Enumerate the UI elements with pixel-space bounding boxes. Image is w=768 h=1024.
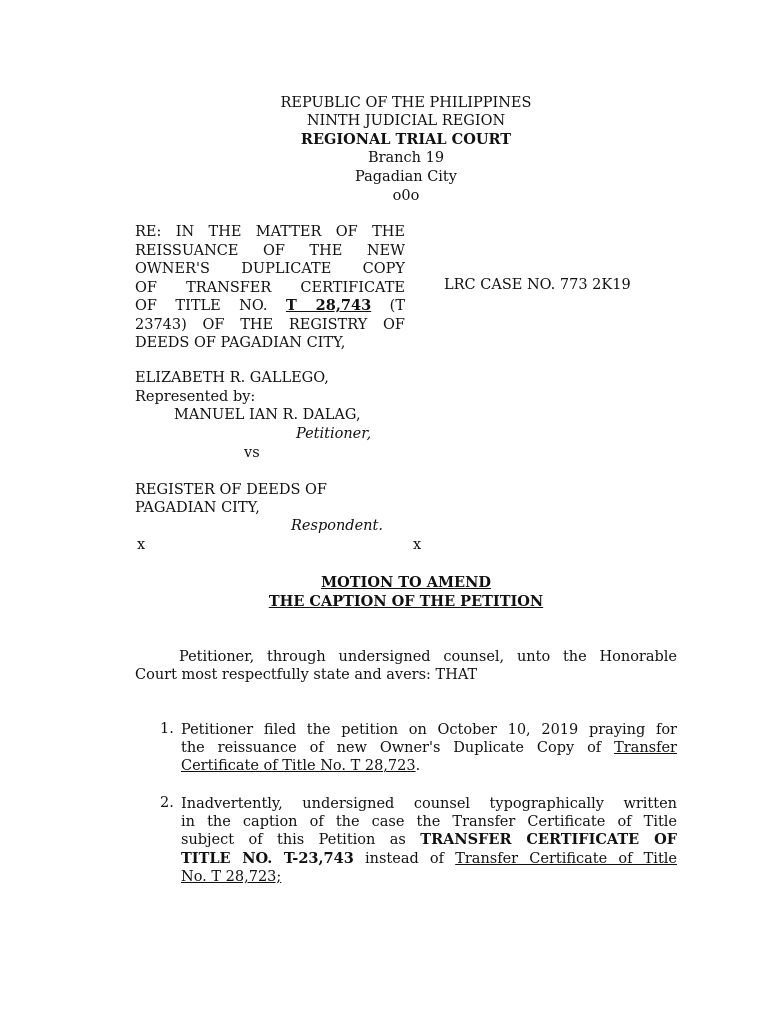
representative-name: MANUEL IAN R. DALAG, (174, 407, 361, 423)
petitioner-role: Petitioner, (296, 426, 372, 442)
motion-title-line1: MOTION TO AMEND (321, 574, 491, 591)
item2-line5 (181, 868, 677, 886)
header-republic: REPUBLIC OF THE PHILIPPINES (280, 95, 532, 111)
item2-number: 2. (160, 795, 174, 811)
caption-line-title (135, 297, 405, 316)
item1-paragraph (181, 721, 677, 776)
caption-line: RE: IN THE MATTER OF THE (135, 224, 405, 240)
item1-line1: Petitioner filed the petition on October 10, 2019 praying for (181, 722, 677, 738)
versus: vs (244, 445, 260, 461)
motion-title-line2: THE CAPTION OF THE PETITION (268, 593, 544, 610)
item1-line3-period: . (415, 758, 421, 775)
caption-line: REISSUANCE OF THE NEW (135, 242, 405, 259)
item2-instead-of: instead of (365, 850, 445, 867)
item1-tct-ref-part2: Certificate of Title No. T 28,723 (181, 758, 416, 775)
case-number: LRC CASE NO. 773 2K19 (444, 277, 631, 293)
petitioner-name: ELIZABETH R. GALLEGO, (135, 370, 329, 386)
intro-line2: Court most respectfully state and avers: THAT (135, 667, 478, 684)
item1-line2 (181, 739, 677, 757)
respondent-role: Respondent. (291, 518, 383, 534)
item1-line3 (181, 757, 677, 775)
item2-wrong-title-part1: TRANSFER CERTIFICATE OF (420, 831, 678, 849)
header-city: Pagadian City (355, 169, 457, 185)
header-mark: o0o (392, 188, 420, 204)
caption-line: DEEDS OF PAGADIAN CITY, (135, 335, 346, 351)
caption-title-pre: OF TITLE NO. (135, 298, 268, 314)
item2-line4 (181, 850, 677, 868)
caption-line: OWNER'S DUPLICATE COPY (135, 261, 405, 277)
item2-wrong-title-part2: TITLE NO. T-23,743 (181, 849, 354, 867)
item2-correct-title-part1: Transfer Certificate of Title (455, 850, 677, 867)
caption-line: OF TRANSFER CERTIFICATE (135, 279, 405, 296)
intro-paragraph (135, 648, 677, 684)
caption-title-post: (T (389, 298, 405, 314)
caption-title-number: T 28,743 (285, 297, 372, 314)
header-court: REGIONAL TRIAL COURT (300, 131, 512, 148)
item2-correct-title-part2: No. T 28,723; (181, 868, 282, 885)
respondent-line1: REGISTER OF DEEDS OF (135, 482, 327, 498)
case-caption (135, 223, 405, 353)
represented-by: Represented by: (135, 389, 256, 405)
caption-line: 23743) OF THE REGISTRY OF (135, 316, 405, 333)
item1-line2-text: the reissuance of new Owner's Duplicate Copy of (181, 740, 602, 757)
header-region: NINTH JUDICIAL REGION (306, 113, 506, 129)
caption-end-x-left: x (137, 537, 146, 553)
item2-paragraph (181, 795, 677, 886)
item2-line3 (181, 831, 677, 849)
caption-end-x-right: x (413, 537, 422, 553)
intro-line1: Petitioner, through undersigned counsel, unto the Honorable (179, 649, 677, 665)
item2-line2: in the caption of the case the Transfer Certificate of Title (181, 814, 677, 831)
item1-tct-ref-part1: Transfer (614, 740, 677, 757)
header-branch: Branch 19 (367, 150, 445, 166)
item1-number: 1. (160, 721, 174, 737)
item2-line3-text: subject of this Petition as (181, 832, 406, 849)
item2-line1: Inadvertently, undersigned counsel typographically written (181, 796, 677, 812)
respondent-line2: PAGADIAN CITY, (135, 500, 260, 516)
